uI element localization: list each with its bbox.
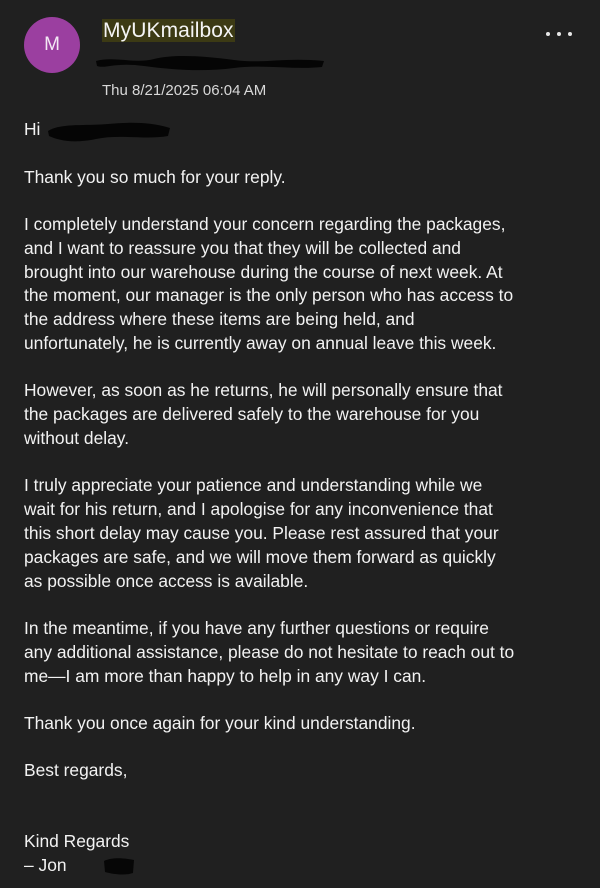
paragraph: However, as soon as he returns, he will personally ensure that the packages are delivered safely to the warehouse for you without delay. (24, 380, 503, 448)
email-body (24, 118, 584, 878)
closing: Kind Regards (24, 831, 130, 852)
sender-name-text: MyUKmailbox (103, 19, 234, 42)
more-options-icon[interactable] (546, 24, 572, 44)
avatar-letter: M (44, 34, 60, 55)
greeting: Hi (24, 119, 41, 139)
email-header (0, 0, 600, 110)
redacted-name (46, 120, 172, 142)
paragraph: Best regards, (24, 760, 128, 781)
paragraph: Thank you once again for your kind understanding. (24, 712, 416, 733)
dot (557, 32, 561, 36)
greeting-line (24, 118, 584, 142)
paragraph: I completely understand your concern regarding the packages, and I want to reassure you that they will be collected and brought into our warehouse during the course of next week. At the moment, our manager is the only person who has access to the address where these items are being held, and unfortunately, he is currently away on annual leave this week. (24, 213, 514, 353)
redacted-recipient (94, 52, 326, 72)
avatar[interactable] (24, 17, 80, 73)
signature-name: – Jon (24, 855, 67, 876)
sent-date: Thu 8/21/2025 06:04 AM (102, 82, 267, 99)
dot (568, 32, 572, 36)
signature-block (24, 830, 584, 878)
paragraph: In the meantime, if you have any further questions or require any additional assistance, please do not hesitate to reach out to me—I am more than happy to help in any way I can. (24, 617, 515, 686)
signature-line (24, 854, 584, 878)
paragraph: Thank you so much for your reply. (24, 166, 286, 187)
dot (546, 32, 550, 36)
sender-name[interactable] (102, 19, 235, 43)
paragraph: I truly appreciate your patience and understanding while we wait for his return, and I apologise for any inconvenience that this short delay may cause you. Please rest assured that your packages are safe, and we will move them forward as quickly as possible once access is available. (24, 475, 499, 591)
redacted-surname (102, 855, 136, 877)
